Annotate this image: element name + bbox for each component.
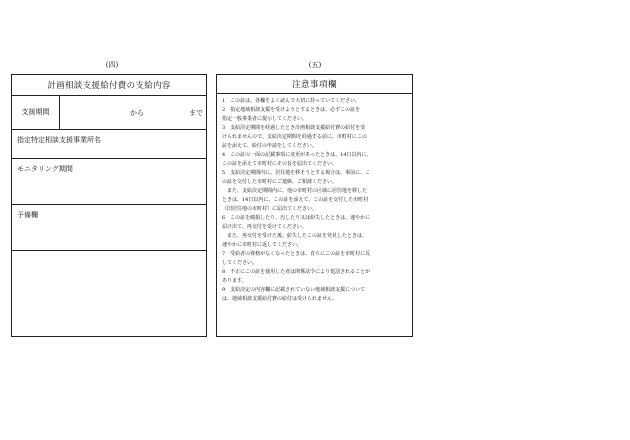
reserve-field-row bbox=[12, 205, 206, 251]
monitoring-period-label: モニタリング期間 bbox=[17, 165, 73, 173]
note-line: 証を添えて、給付の申請をしてください。 bbox=[222, 143, 317, 149]
note-line: 届け出て、再交付を受けてください。 bbox=[222, 224, 307, 230]
note-line: また、再交付を受けた後、紛失したこの証を発見したときは、 bbox=[222, 233, 368, 239]
note-line: ときは、14日以内に、この証を添えて、この証を交付した市町村 bbox=[222, 197, 369, 203]
notes-list bbox=[222, 97, 410, 304]
note-line: 7 受給者の資格がなくなったときは、直ちにこの証を市町村に反 bbox=[222, 251, 371, 257]
designated-office-label: 指定特定相談支援事業所名 bbox=[17, 136, 101, 144]
note-line: 8 不正にこの証を使用した者は関係法令により処罰されることが bbox=[222, 269, 371, 275]
reserve-field-label: 予備欄 bbox=[17, 211, 38, 219]
support-period-label: 支援期間 bbox=[21, 108, 50, 116]
note-line: 速やかに市町村に返してください。 bbox=[222, 242, 303, 248]
section-caption-four: (四) bbox=[105, 61, 119, 69]
notes-title-row bbox=[217, 75, 412, 94]
note-line: この証を添えて市町村にその旨を届出てください。 bbox=[222, 161, 338, 167]
note-line: の証を交付した市町村にご連絡、ご相談ください。 bbox=[222, 179, 338, 185]
period-from-label: から bbox=[130, 109, 144, 117]
support-period-row bbox=[12, 96, 206, 130]
section-caption-five: (五) bbox=[308, 61, 322, 69]
note-line: 5 支給決定期間内に、居住地を移そうとする場合は、事前に、こ bbox=[222, 170, 371, 176]
support-period-label-cell bbox=[12, 96, 60, 129]
note-line: 6 この証を破損したり、汚したり又は紛失したときは、速やかに bbox=[222, 215, 371, 221]
benefit-content-title-row bbox=[12, 75, 206, 96]
note-line: また、支給決定期間内に、他の市町村の区域に居住地を移した bbox=[222, 188, 368, 194]
benefit-content-title: 計画相談支援給付費の支給内容 bbox=[47, 81, 171, 91]
designated-office-row bbox=[12, 130, 206, 159]
note-line: 4 この証の一面の記載事項に変更があったときは、14日以内に、 bbox=[222, 152, 372, 158]
notes-title: 注意事項欄 bbox=[291, 80, 337, 90]
period-to-label: まで bbox=[189, 109, 203, 117]
note-line: 2 指定地域相談支援を受けようとするときは、必ずこの証を bbox=[222, 107, 361, 113]
note-line: あります。 bbox=[222, 278, 247, 284]
note-line: けられませんので、支給決定期間を経過する前に、市町村にこの bbox=[222, 134, 367, 140]
notes-panel bbox=[216, 74, 413, 337]
benefit-content-panel bbox=[11, 74, 207, 337]
note-line: 指定一般事業者に提示してください。 bbox=[222, 116, 308, 122]
note-line: 1 この証は、各欄をよく読んで大切に持っていてください。 bbox=[222, 98, 361, 104]
note-line: 9 支給決定の内容欄に記載されていない地域相談支援について bbox=[222, 287, 366, 293]
note-line: は、地域相談支援給付費の給付は受けられません。 bbox=[222, 296, 338, 302]
monitoring-period-row bbox=[12, 159, 206, 205]
note-line: してください。 bbox=[222, 260, 258, 266]
note-line: （旧居住地の市町村）に届出てください。 bbox=[222, 206, 318, 212]
note-line: 3 支給決定期間を経過したとき計画相談支援給付費の給付を受 bbox=[222, 125, 366, 131]
